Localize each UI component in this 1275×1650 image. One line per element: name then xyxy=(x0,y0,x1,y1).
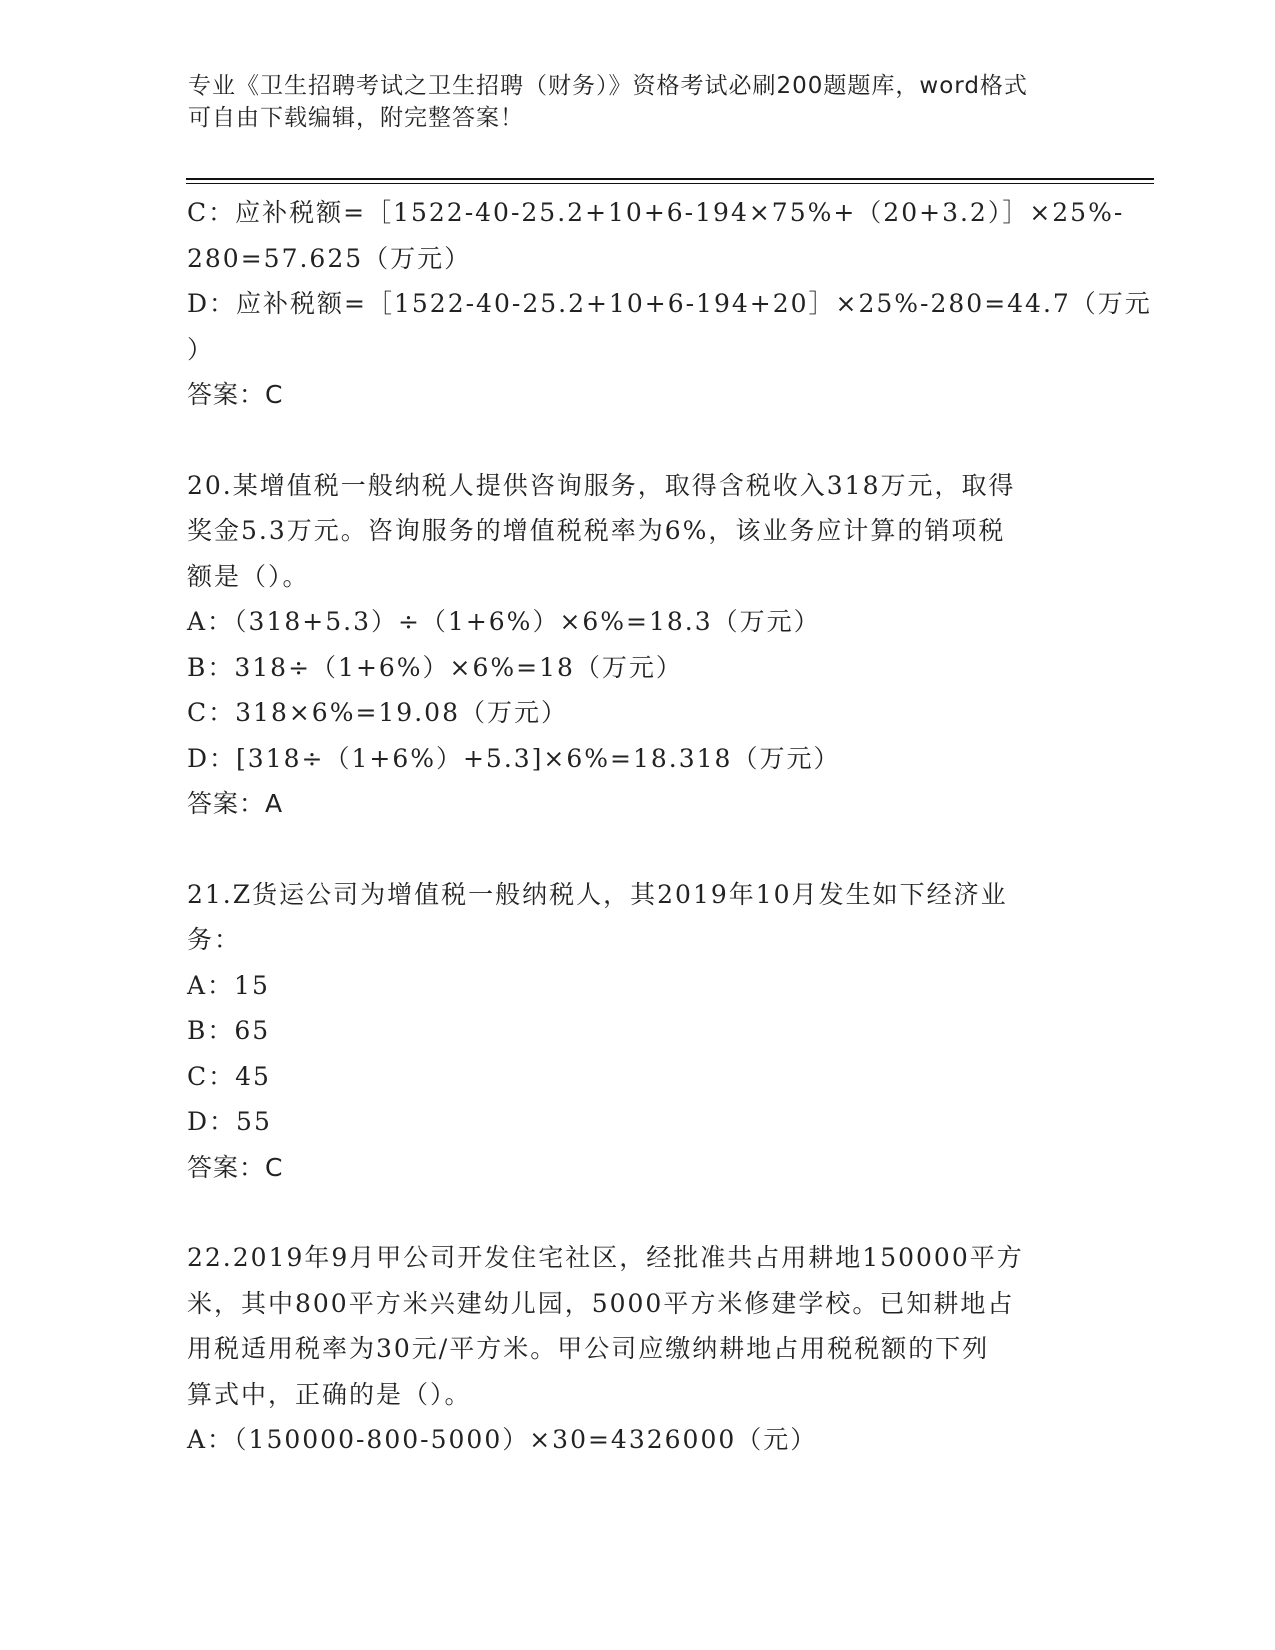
question-22 xyxy=(187,1235,1087,1463)
header-line-1: 专业《卫生招聘考试之卫生招聘（财务）》资格考试必刷200题题库，word格式 xyxy=(188,73,1028,99)
spacer xyxy=(187,1190,1087,1235)
answer: 答案：A xyxy=(187,789,284,818)
option-c-line-1: C：应补税额=［1522-40-25.2+10+6-194×75%+（20+3.2）］×25%- xyxy=(187,198,1125,227)
question-stem-line: 21.Z货运公司为增值税一般纳税人，其2019年10月发生如下经济业 xyxy=(187,879,1008,909)
option-c-line-2: 280=57.625（万元） xyxy=(187,243,472,273)
question-stem-line: 额是（）。 xyxy=(187,561,310,591)
answer: 答案：C xyxy=(187,380,284,409)
header-rule-thin xyxy=(186,183,1154,184)
question-stem-line: 用税适用税率为30元/平方米。甲公司应缴纳耕地占用税税额的下列 xyxy=(187,1334,990,1363)
document-body xyxy=(187,190,1152,1463)
option-c: C：45 xyxy=(187,1061,271,1091)
answer: 答案：C xyxy=(187,1152,284,1182)
option-d: D：[318÷（1+6%）+5.3]×6%=18.318（万元） xyxy=(187,743,841,773)
option-d-line-2: ） xyxy=(187,334,215,364)
option-a: A：（318+5.3）÷（1+6%）×6%=18.3（万元） xyxy=(187,607,821,636)
spacer xyxy=(187,827,1087,872)
question-stem-line: 20.某增值税一般纳税人提供咨询服务，取得含税收入318万元，取得 xyxy=(187,470,1016,500)
option-a: A：（150000-800-5000）×30=4326000（元） xyxy=(187,1425,818,1454)
option-d-line-1: D：应补税额=［1522-40-25.2+10+6-194+20］×25%-280=44.7（万元 xyxy=(187,289,1152,318)
question-stem-line: 算式中，正确的是（）。 xyxy=(187,1379,472,1409)
option-c: C：318×6%=19.08（万元） xyxy=(187,698,568,727)
question-stem-line: 22.2019年9月甲公司开发住宅社区，经批准共占用耕地150000平方 xyxy=(187,1243,1024,1272)
option-a: A：15 xyxy=(187,970,270,1000)
option-b: B：318÷（1+6%）×6%=18（万元） xyxy=(187,652,683,682)
question-20 xyxy=(187,463,1087,827)
question-19-tail xyxy=(187,190,1152,418)
option-b: B：65 xyxy=(187,1016,271,1045)
header-line-2: 可自由下载编辑，附完整答案！ xyxy=(188,105,524,131)
option-d: D：55 xyxy=(187,1107,272,1136)
question-stem-line: 奖金5.3万元。咨询服务的增值税税率为6%，该业务应计算的销项税 xyxy=(187,516,1006,545)
question-stem-line: 米，其中800平方米兴建幼儿园，5000平方米修建学校。已知耕地占 xyxy=(187,1288,1015,1318)
question-21 xyxy=(187,872,1087,1191)
spacer xyxy=(187,418,1087,463)
question-stem-line: 务： xyxy=(187,925,242,954)
document-header xyxy=(188,70,1068,134)
header-rule-thick xyxy=(186,178,1154,180)
